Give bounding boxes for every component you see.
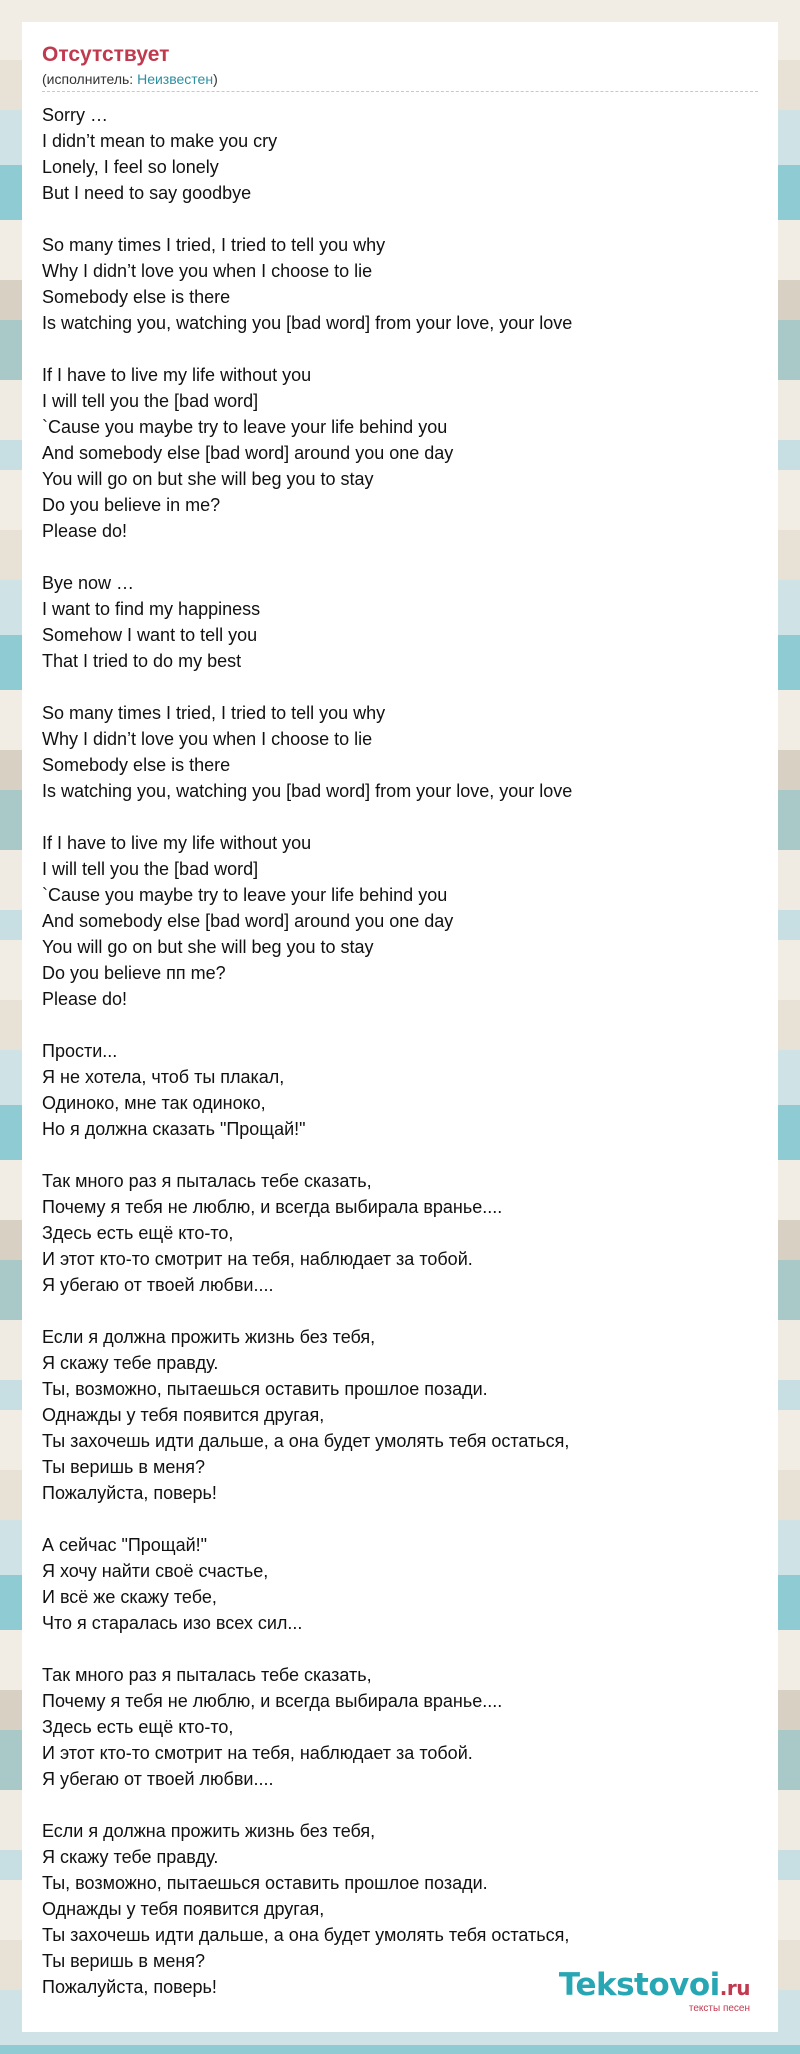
lyrics-card [22, 22, 778, 2032]
song-title: Отсутствует [42, 43, 170, 66]
logo-name: Tekstovoi [558, 1967, 720, 2003]
artist-line [42, 70, 758, 92]
site-logo[interactable] [559, 1968, 750, 2014]
artist-prefix: (исполнитель: [42, 71, 138, 87]
artist-suffix: ) [213, 71, 218, 87]
logo-tagline: тексты песен [688, 2003, 750, 2014]
logo-wordmark [559, 1968, 750, 2005]
artist-link[interactable]: Неизвестен [137, 71, 214, 87]
lyrics-text: Sorry … I didn’t mean to make you cry Lonely, I feel so lonely But I need to say goodbye So many times I tried, I tried to tell you why Why I didn’t love you when I choose to lie Somebody else is there Is watching you, watching you [bad word] from your love, your love If I have to live my life without you I will tell you the [bad word] `Cause you maybe try to leave your life behind you And somebody else [bad word] around you one day You will go on but she will beg you to stay Do you believe in me? Please do! Bye now … I want to find my happiness Somehow I want to tell you That I tried to do my best So many times I tried, I tried to tell you why Why I didn’t love you when I choose to lie Somebody else is there Is watching you, watching you [bad word] from your love, your love If I have to live my life without you I will tell you the [bad word] `Cause you maybe try to leave your life behind you And somebody else [bad word] around you one day You will go on but she will beg you to stay Do you believe пп me? Please do! Прости... Я не хотела, чтоб ты плакал, Одиноко, мне так одиноко, Но я должна сказать "Прощай!" Так много раз я пыталась тебе сказать, Почему я тебя не люблю, и всегда выбирала вранье.... Здесь есть ещё кто-то, И этот кто-то смотрит на тебя, наблюдает за тобой. Я убегаю от твоей любви.... Если я должна прожить жизнь без тебя, Я скажу тебе правду. Ты, возможно, пытаешься оставить прошлое позади. Однажды у тебя появится другая, Ты захочешь идти дальше, а она будет умолять тебя остаться, Ты веришь в меня? Пожалуйста, поверь! А сейчас "Прощай!" Я хочу найти своё счастье, И всё же скажу тебе, Что я старалась изо всех сил... Так много раз я пыталась тебе сказать, Почему я тебя не люблю, и всегда выбирала вранье.... Здесь есть ещё кто-то, И этот кто-то смотрит на тебя, наблюдает за тобой. Я убегаю от твоей любви.... Если я должна прожить жизнь без тебя, Я скажу тебе правду. Ты, возможно, пытаешься оставить прошлое позади. Однажды у тебя появится другая, Ты захочешь идти дальше, а она будет умолять тебя остаться, Ты веришь в меня? Пожалуйста, поверь! [42, 105, 573, 1997]
logo-tld: .ru [719, 1976, 750, 2000]
